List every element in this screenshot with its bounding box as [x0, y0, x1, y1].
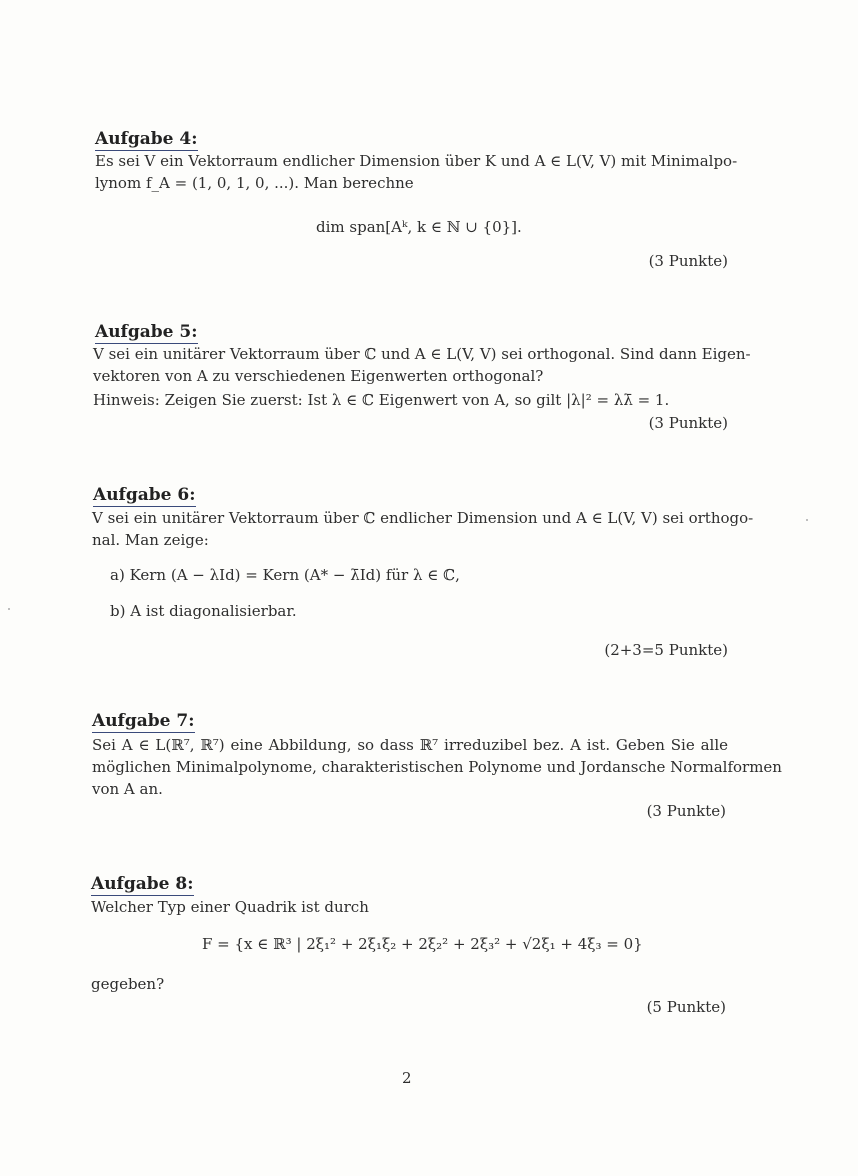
task-7-heading: Aufgabe 7: [92, 711, 195, 731]
task-4-points: (3 Punkte) [648, 252, 728, 270]
task-5-line-3: Hinweis: Zeigen Sie zuerst: Ist λ ∈ ℂ Eigenwert von A, so gilt |λ|² = λλ̄ = 1. [93, 391, 670, 409]
task-8-line-1: Welcher Typ einer Quadrik ist durch [91, 898, 369, 916]
task-6-line-2: nal. Man zeige: [92, 531, 209, 549]
task-8-formula: F = {x ∈ ℝ³ | 2ξ₁² + 2ξ₁ξ₂ + 2ξ₂² + 2ξ₃² + √2ξ₁ + 4ξ₃ = 0} [202, 935, 643, 953]
task-6-heading: Aufgabe 6: [93, 485, 196, 505]
task-6-item-b: b) A ist diagonalisierbar. [110, 602, 297, 620]
task-5-line-2: vektoren von A zu verschiedenen Eigenwerten orthogonal? [93, 367, 544, 385]
task-5-points: (3 Punkte) [648, 414, 728, 432]
task-4-formula: dim span[Aᵏ, k ∈ ℕ ∪ {0}]. [316, 218, 522, 236]
task-6-item-a: a) Kern (A − λId) = Kern (A* − λ̄Id) für λ ∈ ℂ, [110, 566, 460, 584]
task-7-line-1: Sei A ∈ L(ℝ⁷, ℝ⁷) eine Abbildung, so dass ℝ⁷ irreduzibel bez. A ist. Geben Sie alle [92, 736, 728, 754]
task-7-line-2: möglichen Minimalpolynome, charakteristischen Polynome und Jordansche Normalformen [92, 758, 782, 776]
task-8-heading: Aufgabe 8: [91, 874, 194, 894]
task-5-heading: Aufgabe 5: [95, 322, 198, 342]
task-5-line-1: V sei ein unitärer Vektorraum über ℂ und A ∈ L(V, V) sei orthogonal. Sind dann Eigen- [93, 345, 751, 363]
task-7-points: (3 Punkte) [646, 802, 726, 820]
task-8-after: gegeben? [91, 975, 165, 993]
scan-speck [8, 608, 10, 610]
task-7-line-3: von A an. [92, 780, 163, 798]
task-8-points: (5 Punkte) [646, 998, 726, 1016]
task-4-line-1: Es sei V ein Vektorraum endlicher Dimension über K und A ∈ L(V, V) mit Minimalpo- [95, 152, 738, 170]
task-6-points: (2+3=5 Punkte) [604, 641, 728, 659]
scan-speck [806, 519, 808, 521]
task-4-line-2: lynom f_A = (1, 0, 1, 0, ...). Man berechne [95, 174, 414, 192]
task-6-line-1: V sei ein unitärer Vektorraum über ℂ endlicher Dimension und A ∈ L(V, V) sei orthogo- [92, 509, 754, 527]
task-4-heading: Aufgabe 4: [95, 129, 198, 149]
page-number: 2 [402, 1069, 412, 1087]
